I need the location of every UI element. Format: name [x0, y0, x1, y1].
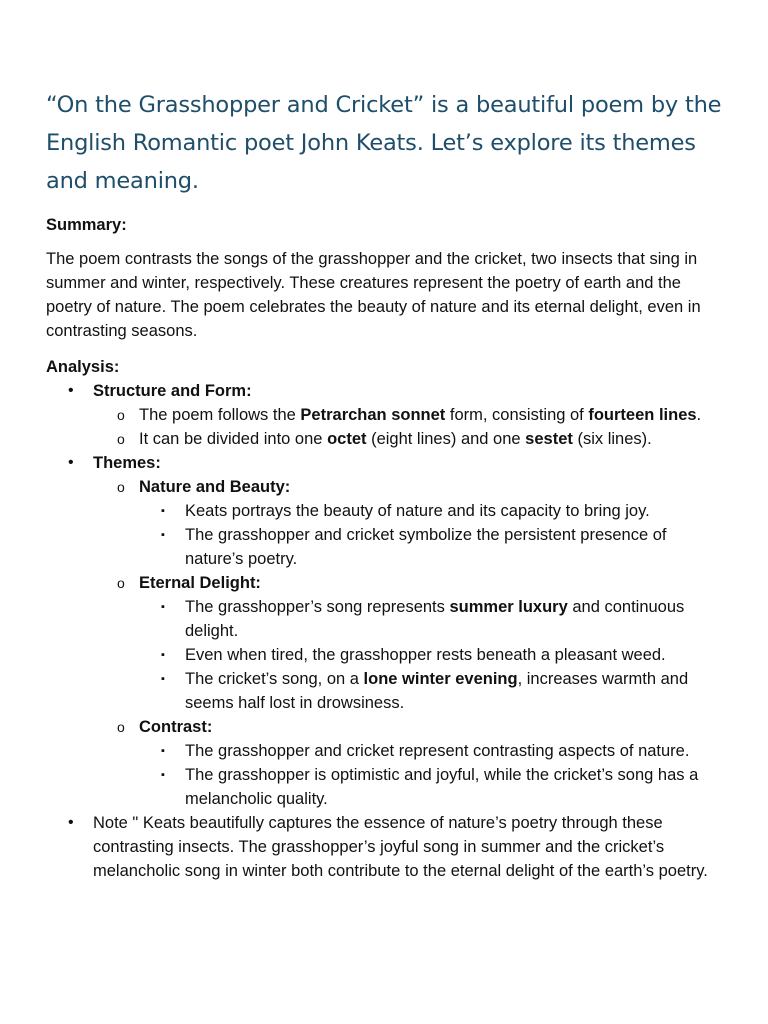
text-run: , increases warmth and seems half lost in drowsiness. — [185, 670, 689, 712]
list-item-contrast — [93, 715, 726, 811]
text-run: The grasshopper and cricket represent contrasting aspects of nature. — [185, 742, 690, 760]
analysis-heading: Analysis: — [46, 358, 120, 376]
list-item-themes — [46, 451, 726, 811]
themes-sublist — [93, 475, 726, 811]
bullet-icon: • — [68, 382, 74, 399]
text-run: The grasshopper’s song represents — [185, 598, 450, 616]
bold-term: Petrarchan sonnet — [300, 406, 446, 424]
square-bullet-icon: ▪ — [161, 601, 165, 613]
list-item — [139, 499, 726, 523]
text-run: The grasshopper and cricket symbolize the persistent presence of nature’s poetry. — [185, 526, 667, 568]
note-text: Note " Keats beautifully captures the essence of nature’s poetry through these contrasting insects. The grasshopper’s joyful song in summer and the cricket’s melancholic song in winter both contribute to the eternal delight of the earth’s poetry. — [93, 814, 708, 880]
bold-term: fourteen lines — [588, 406, 697, 424]
list-item-structure — [46, 379, 726, 451]
analysis-list — [46, 379, 726, 883]
text-run: Even when tired, the grasshopper rests beneath a pleasant weed. — [185, 646, 666, 664]
eternal-sublist — [139, 595, 726, 715]
contrast-sublist — [139, 739, 726, 811]
circle-bullet-icon: o — [117, 575, 125, 591]
bold-term: sestet — [525, 430, 573, 448]
bold-term: octet — [327, 430, 367, 448]
list-item-eternal-delight — [93, 571, 726, 715]
square-bullet-icon: ▪ — [161, 673, 165, 685]
square-bullet-icon: ▪ — [161, 529, 165, 541]
square-bullet-icon: ▪ — [161, 505, 165, 517]
nature-label: Nature and Beauty: — [139, 478, 291, 496]
summary-paragraph: The poem contrasts the songs of the grasshopper and the cricket, two insects that sing in summer and winter, respectively. These creatures represent the poetry of earth and the poetry of nature. The poem celebrates the beauty of nature and its eternal delight, even in contrasting seasons. — [46, 250, 701, 340]
text-run: (eight lines) and one — [366, 430, 526, 448]
structure-sublist — [93, 403, 726, 451]
structure-label: Structure and Form: — [93, 382, 252, 400]
list-item — [139, 763, 726, 811]
text-run: The poem follows the — [139, 406, 301, 424]
bold-term: lone winter evening — [363, 670, 518, 688]
list-item — [139, 523, 726, 571]
list-item — [139, 595, 726, 643]
circle-bullet-icon: o — [117, 431, 125, 447]
document-title: “On the Grasshopper and Cricket” is a beautiful poem by the English Romantic poet John Keats. Let’s explore its themes and meaning. — [46, 92, 722, 194]
contrast-label: Contrast: — [139, 718, 213, 736]
list-item — [139, 739, 726, 763]
nature-sublist — [139, 499, 726, 571]
text-run: The cricket’s song, on a — [185, 670, 364, 688]
circle-bullet-icon: o — [117, 719, 125, 735]
text-run: It can be divided into one — [139, 430, 328, 448]
list-item-octet-sestet — [93, 427, 726, 451]
square-bullet-icon: ▪ — [161, 745, 165, 757]
list-item-nature-beauty — [93, 475, 726, 571]
list-item — [139, 667, 726, 715]
text-run: The grasshopper is optimistic and joyful, while the cricket’s song has a melancholic quality. — [185, 766, 699, 808]
text-run: and continuous delight. — [185, 598, 685, 640]
text-run: . — [696, 406, 702, 424]
list-item-sonnet-form — [93, 403, 726, 427]
bullet-icon: • — [68, 814, 74, 831]
circle-bullet-icon: o — [117, 407, 125, 423]
square-bullet-icon: ▪ — [161, 649, 165, 661]
text-run: Keats portrays the beauty of nature and its capacity to bring joy. — [185, 502, 650, 520]
list-item-note — [46, 811, 726, 883]
circle-bullet-icon: o — [117, 479, 125, 495]
document-page — [46, 86, 726, 883]
eternal-label: Eternal Delight: — [139, 574, 261, 592]
bold-term: summer luxury — [449, 598, 568, 616]
text-run: (six lines). — [572, 430, 652, 448]
themes-label: Themes: — [93, 454, 161, 472]
square-bullet-icon: ▪ — [161, 769, 165, 781]
list-item — [139, 643, 726, 667]
summary-heading: Summary: — [46, 216, 127, 234]
text-run: form, consisting of — [445, 406, 589, 424]
bullet-icon: • — [68, 454, 74, 471]
